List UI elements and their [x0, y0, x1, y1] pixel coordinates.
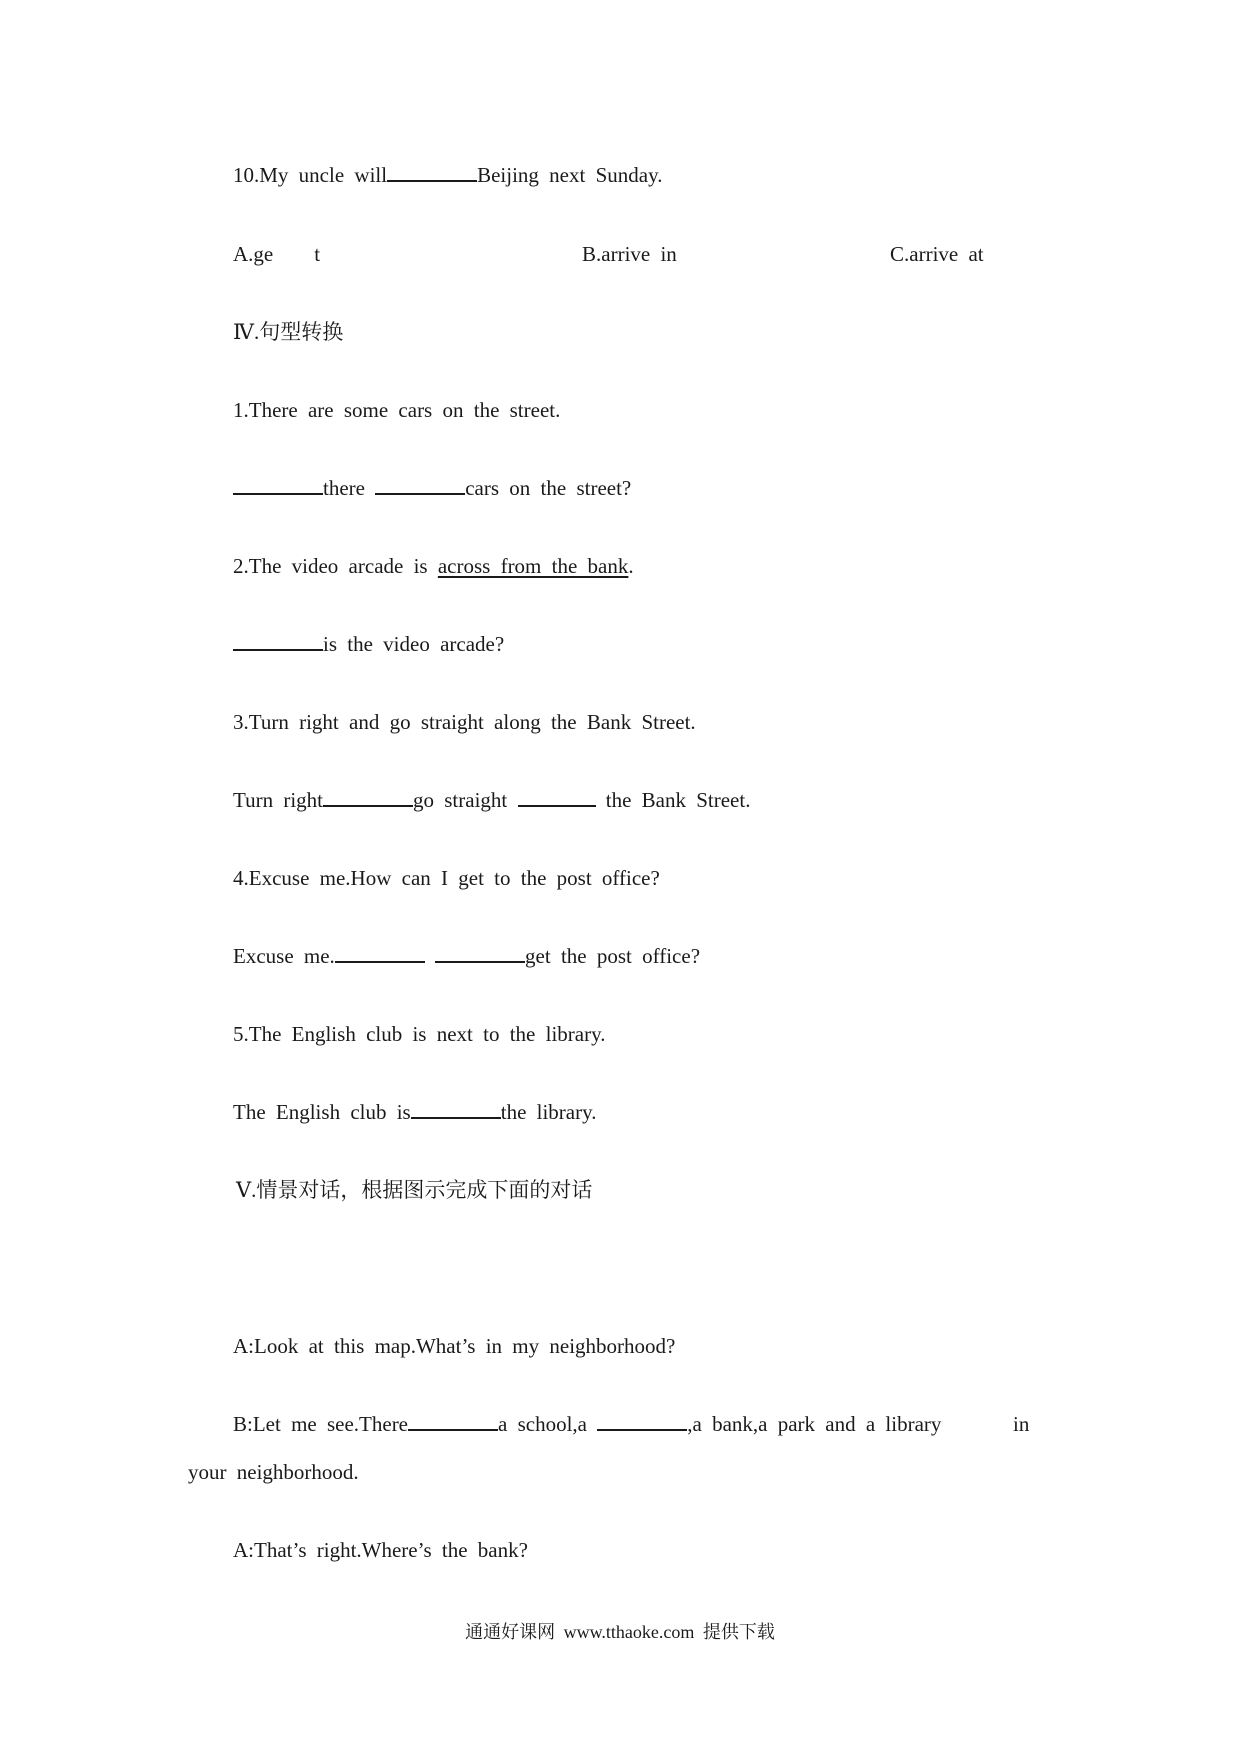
item-5-text-lead: The English club is — [233, 1100, 411, 1124]
item-3-transform — [233, 786, 750, 814]
answer-blank[interactable] — [518, 787, 596, 807]
item-3-text-a: go straight — [413, 788, 508, 812]
option-c: C.arrive at — [890, 242, 984, 266]
answer-blank[interactable] — [233, 631, 323, 651]
item-1-text-a: there — [323, 476, 365, 500]
dialogue-b1-text-1: B:Let me see.There — [233, 1412, 409, 1436]
q10-text-start: 10.My uncle will — [233, 163, 388, 187]
dialogue-b1-text-4: in — [1013, 1412, 1030, 1436]
dialogue-b1-text-2: a school,a — [498, 1412, 587, 1436]
dialogue-line-a2: A:That’s right.Where’s the bank? — [233, 1538, 528, 1562]
item-5-transform — [233, 1098, 597, 1126]
item-2-text-a: is the video arcade? — [323, 632, 505, 656]
answer-blank[interactable] — [233, 475, 323, 495]
item-3-text-b: the Bank Street. — [605, 788, 751, 812]
page-footer: 通通好课网 www.tthaoke.com 提供下载 — [465, 1622, 775, 1642]
item-2-transform — [233, 630, 504, 658]
item-4-original: 4.Excuse me.How can I get to the post office? — [233, 866, 660, 890]
answer-blank[interactable] — [375, 475, 465, 495]
item-2-underlined-phrase: across from the bank — [437, 554, 629, 578]
answer-blank[interactable] — [597, 1411, 687, 1431]
item-4-text-b: get the post office? — [525, 944, 701, 968]
answer-blank[interactable] — [411, 1099, 501, 1119]
item-2-text-post: . — [628, 554, 634, 578]
answer-blank[interactable] — [387, 162, 477, 182]
option-b: B.arrive in — [582, 242, 677, 266]
answer-blank[interactable] — [335, 943, 425, 963]
question-10 — [233, 161, 662, 189]
item-3-original: 3.Turn right and go straight along the Bank Street. — [233, 710, 696, 734]
answer-blank[interactable] — [435, 943, 525, 963]
option-a: A.ge t — [233, 242, 321, 266]
item-1-original: 1.There are some cars on the street. — [233, 398, 561, 422]
item-4-transform — [233, 942, 700, 970]
dialogue-line-a1: A:Look at this map.What’s in my neighborhood? — [233, 1334, 676, 1358]
item-4-text-lead: Excuse me. — [233, 944, 335, 968]
section-4-heading: Ⅳ.句型转换 — [233, 320, 344, 344]
answer-blank[interactable] — [323, 787, 413, 807]
item-5-original: 5.The English club is next to the library. — [233, 1022, 606, 1046]
section-5-heading: Ⅴ.情景对话，根据图示完成下面的对话 — [236, 1178, 593, 1202]
dialogue-line-b1 — [233, 1410, 941, 1438]
item-2-text-pre: 2.The video arcade is — [233, 554, 438, 578]
item-1-transform — [233, 474, 631, 502]
item-5-text-a: the library. — [500, 1100, 597, 1124]
item-2-original — [233, 552, 634, 580]
item-3-text-lead: Turn right — [233, 788, 323, 812]
dialogue-line-b1-continued: your neighborhood. — [188, 1460, 359, 1484]
dialogue-b1-text-3: ,a bank,a park and a library — [687, 1412, 942, 1436]
answer-blank[interactable] — [408, 1411, 498, 1431]
q10-text-end: Beijing next Sunday. — [477, 163, 663, 187]
item-1-text-b: cars on the street? — [465, 476, 632, 500]
